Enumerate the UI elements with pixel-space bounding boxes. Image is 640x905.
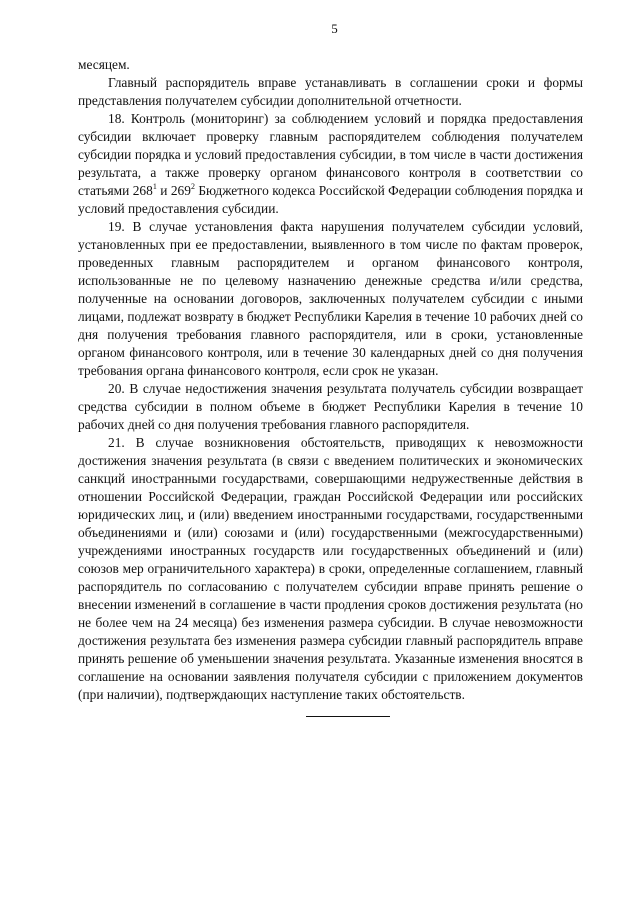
paragraph-18-sup-1: 1 <box>152 182 157 191</box>
paragraph-21: 21. В случае возникновения обстоятельств, приводящих к невозможности достижения значения результата (в связи с введением политических и экономических санкций иностранными государствами, совершающими недружественные действия в отношении Российской Федерации, граждан Российской Федерации или российских юридических лиц, и (или) введением иностранными государствами, государственными объединениями и (или) союзами и (или) государственными (межгосударственными) учреждениями иностранных государств или государственных объединений и (или) союзов мер ограничительного характера) в сроки, определенные соглашением, главный распорядитель по согласованию с получателем субсидии вправе принять решение о внесении изменений в соглашение в части продления сроков достижения результата (но не более чем на 24 месяца) без изменения размера субсидии. В случае невозможности достижения результата без изменения размера субсидии главный распорядитель вправе принять решение об уменьшении значения результата. Указанные изменения вносятся в соглашение на основании заявления получателя субсидии с приложением документов (при наличии), подтверждающих наступление таких обстоятельств. <box>78 435 583 702</box>
paragraph-18-sup-2: 2 <box>190 182 195 191</box>
paragraph-18-text-a: 18. Контроль (мониторинг) за соблюдением условий и порядка предоставления субсидии включает проверку главным распорядителем соблюдения получателем субсидии порядка и условий предоставления субсидии, в том числе в части достижения результата, а также проверку органом финансового контроля в соответствии со статьями 268 <box>78 111 583 198</box>
paragraph-reporting: Главный распорядитель вправе устанавливать в соглашении сроки и формы представления получателем субсидии дополнительной отчетности. <box>78 75 583 108</box>
page-number: 5 <box>331 21 338 36</box>
paragraph-19: 19. В случае установления факта нарушения получателем субсидии условий, установленных при ее предоставлении, выявленного в том числе по фактам проверок, проведенных главным распорядителем и органом финансового контроля, использованные не по целевому назначению денежные средства и/или средства, полученные на основании договоров, заключенных получателем субсидии с иными лицами, подлежат возврату в бюджет Республики Карелия в течение 10 рабочих дней со дня получения требования главного распорядителя, или в сроки, установленные органом финансового контроля, или в течение 30 календарных дней со дня получения требования органа финансового контроля, если срок не указан. <box>78 219 583 378</box>
end-of-text-rule <box>306 716 390 717</box>
paragraph-continuation: месяцем. <box>78 57 130 72</box>
paragraph-18-text-b: и 269 <box>156 183 191 198</box>
paragraph-20: 20. В случае недостижения значения результата получатель субсидии возвращает средства субсидии в полном объеме в бюджет Республики Карелия в течение 10 рабочих дней со дня получения требования главного распорядителя. <box>78 381 583 432</box>
paragraph-18 <box>78 110 583 218</box>
paragraph-18-text-c: Бюджетного кодекса Российской Федерации соблюдения порядка и условий предоставления субсидии. <box>78 183 583 216</box>
